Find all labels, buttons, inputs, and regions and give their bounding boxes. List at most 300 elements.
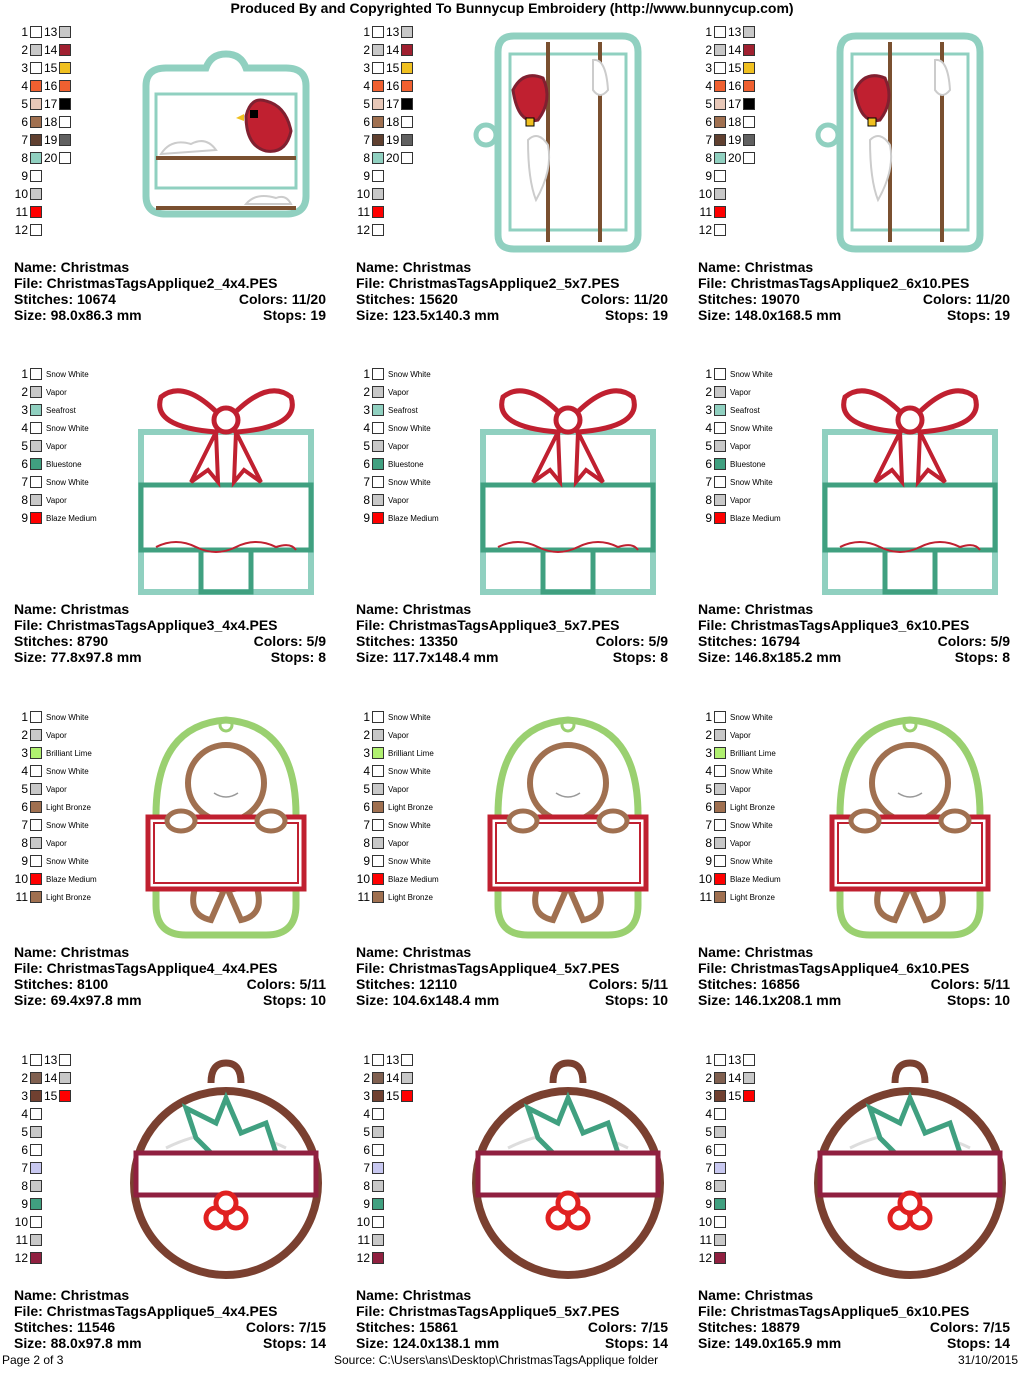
page-number: Page 2 of 3 — [2, 1353, 64, 1367]
legend-number: 8 — [363, 493, 370, 507]
legend-swatch — [30, 1234, 42, 1246]
legend-swatch — [714, 1090, 726, 1102]
legend-color-name: Vapor — [388, 388, 409, 397]
legend-number: 13 — [44, 25, 58, 39]
design-stops: Stops: 10 — [604, 992, 668, 1008]
design-colors: Colors: 5/9 — [595, 633, 668, 649]
legend-swatch — [30, 1090, 42, 1102]
legend-swatch — [30, 1216, 42, 1228]
legend-swatch — [714, 1216, 726, 1228]
legend-number: 6 — [363, 115, 370, 129]
legend-swatch — [372, 1144, 384, 1156]
legend-swatch — [30, 747, 42, 759]
legend-swatch — [30, 1162, 42, 1174]
legend-number: 9 — [363, 1197, 370, 1211]
legend-number: 6 — [705, 457, 712, 471]
legend-swatch — [30, 801, 42, 813]
legend-color-name: Vapor — [730, 496, 751, 505]
legend-color-name: Bluestone — [730, 460, 766, 469]
design-stitches: Stitches: 8100 — [14, 976, 109, 992]
legend-swatch — [714, 1054, 726, 1066]
design-file: File: ChristmasTagsApplique3_4x4.PES — [14, 617, 278, 633]
design-stitches: Stitches: 8790 — [14, 633, 109, 649]
legend-swatch — [30, 476, 42, 488]
design-colors: Colors: 5/11 — [930, 976, 1010, 992]
design-size: Size: 88.0x97.8 mm — [14, 1335, 142, 1351]
legend-swatch — [714, 152, 726, 164]
design-card — [356, 368, 686, 688]
legend-number: 11 — [357, 205, 370, 219]
legend-number: 7 — [21, 475, 28, 489]
legend-number: 9 — [21, 169, 28, 183]
legend-swatch — [401, 80, 413, 92]
legend-number: 15 — [728, 61, 742, 75]
legend-swatch — [59, 134, 71, 146]
legend-swatch — [30, 26, 42, 38]
legend-swatch — [714, 458, 726, 470]
legend-color-name: Brilliant Lime — [730, 749, 776, 758]
design-card — [14, 368, 344, 688]
legend-number: 8 — [21, 836, 28, 850]
legend-swatch — [372, 1198, 384, 1210]
legend-number: 2 — [705, 385, 712, 399]
legend-swatch — [30, 116, 42, 128]
legend-number: 11 — [15, 205, 28, 219]
legend-swatch — [30, 188, 42, 200]
legend-number: 3 — [363, 746, 370, 760]
legend-number: 9 — [363, 854, 370, 868]
legend-color-name: Light Bronze — [46, 893, 91, 902]
legend-color-name: Snow White — [730, 713, 773, 722]
legend-swatch — [743, 1072, 755, 1084]
design-file: File: ChristmasTagsApplique3_6x10.PES — [698, 617, 970, 633]
legend-color-name: Snow White — [46, 767, 89, 776]
legend-color-name: Snow White — [730, 767, 773, 776]
design-colors: Colors: 5/9 — [937, 633, 1010, 649]
legend-swatch — [372, 440, 384, 452]
legend-swatch — [714, 44, 726, 56]
legend-number: 9 — [363, 511, 370, 525]
legend-number: 3 — [363, 403, 370, 417]
design-stops: Stops: 8 — [270, 649, 326, 665]
legend-color-name: Light Bronze — [388, 803, 433, 812]
legend-swatch — [372, 116, 384, 128]
legend-number: 5 — [21, 782, 28, 796]
legend-swatch — [714, 422, 726, 434]
design-name: Name: Christmas — [356, 1287, 472, 1303]
legend-swatch — [743, 152, 755, 164]
legend-number: 12 — [356, 223, 370, 237]
design-stitches: Stitches: 13350 — [356, 633, 458, 649]
design-stitches: Stitches: 16794 — [698, 633, 800, 649]
design-size: Size: 104.6x148.4 mm — [356, 992, 500, 1008]
legend-swatch — [714, 476, 726, 488]
legend-number: 1 — [705, 710, 712, 724]
legend-swatch — [372, 891, 384, 903]
design-card — [14, 711, 344, 1031]
legend-swatch — [372, 747, 384, 759]
legend-number: 6 — [705, 1143, 712, 1157]
legend-swatch — [401, 1072, 413, 1084]
legend-color-name: Vapor — [388, 496, 409, 505]
design-size: Size: 123.5x140.3 mm — [356, 307, 500, 323]
legend-color-name: Snow White — [730, 821, 773, 830]
legend-color-name: Vapor — [388, 785, 409, 794]
legend-swatch — [372, 170, 384, 182]
legend-swatch — [714, 188, 726, 200]
legend-number: 2 — [21, 43, 28, 57]
design-preview — [468, 30, 668, 260]
legend-color-name: Snow White — [388, 821, 431, 830]
legend-swatch — [59, 116, 71, 128]
legend-swatch — [59, 1090, 71, 1102]
legend-swatch — [30, 440, 42, 452]
design-colors: Colors: 11/20 — [580, 291, 668, 307]
design-card — [698, 26, 1024, 346]
legend-swatch — [714, 512, 726, 524]
legend-swatch — [401, 62, 413, 74]
legend-swatch — [30, 819, 42, 831]
legend-color-name: Light Bronze — [388, 893, 433, 902]
legend-swatch — [401, 1054, 413, 1066]
legend-swatch — [372, 476, 384, 488]
legend-number: 5 — [21, 1125, 28, 1139]
legend-color-name: Bluestone — [46, 460, 82, 469]
legend-number: 10 — [356, 187, 370, 201]
legend-color-name: Seafrost — [730, 406, 760, 415]
legend-number: 12 — [14, 1251, 28, 1265]
legend-number: 7 — [705, 1161, 712, 1175]
design-stops: Stops: 19 — [946, 307, 1010, 323]
design-file: File: ChristmasTagsApplique4_5x7.PES — [356, 960, 620, 976]
legend-number: 19 — [728, 133, 742, 147]
legend-color-name: Vapor — [388, 442, 409, 451]
legend-swatch — [30, 855, 42, 867]
legend-number: 17 — [44, 97, 58, 111]
legend-number: 11 — [357, 1233, 370, 1247]
legend-swatch — [372, 134, 384, 146]
legend-number: 8 — [21, 493, 28, 507]
legend-color-name: Vapor — [46, 388, 67, 397]
design-colors: Colors: 7/15 — [587, 1319, 668, 1335]
legend-swatch — [714, 404, 726, 416]
design-preview — [468, 1058, 668, 1288]
design-preview — [468, 715, 668, 945]
design-preview — [810, 1058, 1010, 1288]
legend-swatch — [30, 494, 42, 506]
legend-swatch — [372, 512, 384, 524]
legend-number: 3 — [21, 61, 28, 75]
legend-swatch — [372, 873, 384, 885]
legend-swatch — [59, 98, 71, 110]
legend-swatch — [30, 44, 42, 56]
legend-color-name: Snow White — [46, 478, 89, 487]
legend-color-name: Vapor — [46, 731, 67, 740]
legend-swatch — [714, 801, 726, 813]
legend-color-name: Light Bronze — [46, 803, 91, 812]
legend-swatch — [401, 26, 413, 38]
legend-number: 3 — [705, 1089, 712, 1103]
legend-swatch — [401, 1090, 413, 1102]
design-name: Name: Christmas — [356, 259, 472, 275]
design-name: Name: Christmas — [698, 601, 814, 617]
legend-number: 2 — [363, 385, 370, 399]
legend-swatch — [30, 1072, 42, 1084]
legend-number: 4 — [363, 79, 370, 93]
legend-swatch — [372, 801, 384, 813]
legend-number: 2 — [363, 728, 370, 742]
legend-swatch — [372, 1234, 384, 1246]
legend-color-name: Snow White — [730, 478, 773, 487]
legend-number: 9 — [705, 169, 712, 183]
legend-swatch — [372, 1090, 384, 1102]
legend-swatch — [372, 62, 384, 74]
legend-swatch — [372, 1054, 384, 1066]
legend-swatch — [714, 134, 726, 146]
legend-number: 7 — [705, 818, 712, 832]
legend-number: 12 — [698, 1251, 712, 1265]
design-stops: Stops: 19 — [262, 307, 326, 323]
legend-number: 5 — [705, 782, 712, 796]
design-name: Name: Christmas — [14, 1287, 130, 1303]
design-colors: Colors: 7/15 — [245, 1319, 326, 1335]
design-name: Name: Christmas — [356, 601, 472, 617]
legend-number: 13 — [728, 25, 742, 39]
design-preview — [126, 715, 326, 945]
design-file: File: ChristmasTagsApplique4_4x4.PES — [14, 960, 278, 976]
legend-number: 11 — [699, 890, 712, 904]
legend-number: 1 — [21, 1053, 28, 1067]
legend-color-name: Vapor — [730, 388, 751, 397]
legend-swatch — [372, 80, 384, 92]
legend-swatch — [30, 368, 42, 380]
legend-number: 2 — [705, 728, 712, 742]
legend-number: 5 — [705, 97, 712, 111]
legend-number: 5 — [21, 439, 28, 453]
legend-swatch — [714, 494, 726, 506]
design-stitches: Stitches: 12110 — [356, 976, 458, 992]
design-file: File: ChristmasTagsApplique4_6x10.PES — [698, 960, 970, 976]
design-preview — [468, 372, 668, 602]
legend-number: 10 — [356, 1215, 370, 1229]
legend-swatch — [372, 404, 384, 416]
legend-swatch — [30, 1252, 42, 1264]
legend-number: 6 — [705, 800, 712, 814]
legend-number: 5 — [705, 1125, 712, 1139]
design-name: Name: Christmas — [14, 601, 130, 617]
legend-swatch — [372, 386, 384, 398]
legend-color-name: Vapor — [388, 839, 409, 848]
legend-swatch — [714, 170, 726, 182]
legend-color-name: Vapor — [730, 442, 751, 451]
design-size: Size: 149.0x165.9 mm — [698, 1335, 842, 1351]
legend-color-name: Snow White — [388, 767, 431, 776]
legend-number: 4 — [363, 1107, 370, 1121]
legend-number: 15 — [728, 1089, 742, 1103]
legend-color-name: Snow White — [730, 424, 773, 433]
legend-number: 4 — [705, 79, 712, 93]
legend-number: 7 — [363, 475, 370, 489]
legend-swatch — [30, 1180, 42, 1192]
legend-number: 3 — [705, 746, 712, 760]
legend-swatch — [372, 765, 384, 777]
legend-swatch — [714, 765, 726, 777]
legend-color-name: Vapor — [730, 785, 751, 794]
legend-swatch — [59, 26, 71, 38]
legend-number: 8 — [363, 1179, 370, 1193]
legend-number: 9 — [363, 169, 370, 183]
design-colors: Colors: 11/20 — [922, 291, 1010, 307]
legend-color-name: Snow White — [46, 713, 89, 722]
legend-color-name: Brilliant Lime — [46, 749, 92, 758]
design-size: Size: 148.0x168.5 mm — [698, 307, 842, 323]
legend-number: 14 — [728, 43, 742, 57]
legend-number: 5 — [363, 1125, 370, 1139]
legend-number: 12 — [14, 223, 28, 237]
legend-number: 8 — [21, 1179, 28, 1193]
legend-color-name: Blaze Medium — [730, 875, 781, 884]
legend-number: 5 — [705, 439, 712, 453]
legend-color-name: Snow White — [46, 821, 89, 830]
legend-swatch — [714, 80, 726, 92]
legend-number: 4 — [363, 764, 370, 778]
design-stitches: Stitches: 16856 — [698, 976, 800, 992]
legend-number: 11 — [15, 1233, 28, 1247]
legend-swatch — [714, 891, 726, 903]
legend-swatch — [372, 1252, 384, 1264]
legend-swatch — [30, 80, 42, 92]
legend-swatch — [743, 116, 755, 128]
legend-number: 3 — [21, 1089, 28, 1103]
legend-color-name: Vapor — [46, 839, 67, 848]
legend-number: 13 — [386, 25, 400, 39]
legend-number: 10 — [14, 872, 28, 886]
legend-number: 18 — [44, 115, 58, 129]
design-card — [356, 26, 686, 346]
design-card — [356, 711, 686, 1031]
legend-color-name: Vapor — [46, 496, 67, 505]
legend-swatch — [372, 422, 384, 434]
legend-number: 9 — [705, 511, 712, 525]
legend-swatch — [30, 458, 42, 470]
legend-color-name: Light Bronze — [730, 893, 775, 902]
legend-color-name: Light Bronze — [730, 803, 775, 812]
legend-swatch — [372, 152, 384, 164]
legend-swatch — [372, 1216, 384, 1228]
legend-number: 19 — [386, 133, 400, 147]
legend-number: 10 — [698, 872, 712, 886]
legend-swatch — [30, 891, 42, 903]
legend-color-name: Blaze Medium — [46, 875, 97, 884]
legend-number: 1 — [21, 25, 28, 39]
design-card — [356, 1054, 686, 1374]
legend-number: 17 — [728, 97, 742, 111]
legend-number: 9 — [705, 854, 712, 868]
legend-swatch — [714, 62, 726, 74]
design-name: Name: Christmas — [14, 944, 130, 960]
legend-swatch — [372, 1072, 384, 1084]
legend-number: 10 — [698, 187, 712, 201]
legend-number: 7 — [363, 818, 370, 832]
legend-number: 16 — [386, 79, 400, 93]
design-card — [14, 26, 344, 346]
page-header: Produced By and Copyrighted To Bunnycup Embroidery (http://www.bunnycup.com) — [230, 0, 794, 16]
legend-swatch — [30, 134, 42, 146]
design-card — [698, 711, 1024, 1031]
legend-color-name: Snow White — [46, 857, 89, 866]
legend-number: 10 — [14, 1215, 28, 1229]
legend-number: 3 — [363, 1089, 370, 1103]
legend-swatch — [401, 152, 413, 164]
legend-swatch — [30, 765, 42, 777]
legend-number: 3 — [705, 61, 712, 75]
design-size: Size: 146.1x208.1 mm — [698, 992, 842, 1008]
legend-number: 15 — [386, 61, 400, 75]
design-colors: Colors: 5/9 — [253, 633, 326, 649]
legend-number: 3 — [705, 403, 712, 417]
legend-swatch — [401, 44, 413, 56]
legend-swatch — [714, 440, 726, 452]
legend-swatch — [714, 873, 726, 885]
legend-number: 10 — [698, 1215, 712, 1229]
legend-swatch — [372, 729, 384, 741]
legend-swatch — [372, 837, 384, 849]
legend-number: 15 — [386, 1089, 400, 1103]
legend-number: 10 — [356, 872, 370, 886]
legend-number: 13 — [44, 1053, 58, 1067]
design-preview — [810, 715, 1010, 945]
legend-swatch — [59, 1054, 71, 1066]
legend-number: 9 — [21, 511, 28, 525]
legend-swatch — [714, 368, 726, 380]
legend-number: 1 — [363, 710, 370, 724]
legend-swatch — [714, 711, 726, 723]
legend-number: 16 — [728, 79, 742, 93]
legend-swatch — [401, 116, 413, 128]
legend-color-name: Snow White — [388, 424, 431, 433]
legend-swatch — [372, 819, 384, 831]
legend-swatch — [30, 62, 42, 74]
legend-number: 7 — [21, 1161, 28, 1175]
design-name: Name: Christmas — [698, 1287, 814, 1303]
legend-number: 3 — [21, 403, 28, 417]
legend-color-name: Vapor — [46, 785, 67, 794]
design-preview — [810, 372, 1010, 602]
design-colors: Colors: 11/20 — [238, 291, 326, 307]
design-preview — [126, 46, 326, 236]
legend-swatch — [372, 98, 384, 110]
legend-number: 16 — [44, 79, 58, 93]
legend-swatch — [372, 783, 384, 795]
legend-number: 14 — [386, 1071, 400, 1085]
legend-swatch — [30, 873, 42, 885]
design-name: Name: Christmas — [698, 259, 814, 275]
legend-swatch — [743, 44, 755, 56]
design-file: File: ChristmasTagsApplique2_6x10.PES — [698, 275, 970, 291]
design-colors: Colors: 5/11 — [588, 976, 668, 992]
legend-number: 2 — [363, 1071, 370, 1085]
legend-swatch — [714, 1162, 726, 1174]
legend-color-name: Snow White — [46, 424, 89, 433]
design-stops: Stops: 14 — [946, 1335, 1010, 1351]
legend-swatch — [30, 711, 42, 723]
legend-swatch — [372, 1162, 384, 1174]
legend-swatch — [30, 512, 42, 524]
legend-swatch — [714, 729, 726, 741]
design-name: Name: Christmas — [356, 944, 472, 960]
legend-number: 8 — [363, 151, 370, 165]
legend-number: 1 — [21, 710, 28, 724]
